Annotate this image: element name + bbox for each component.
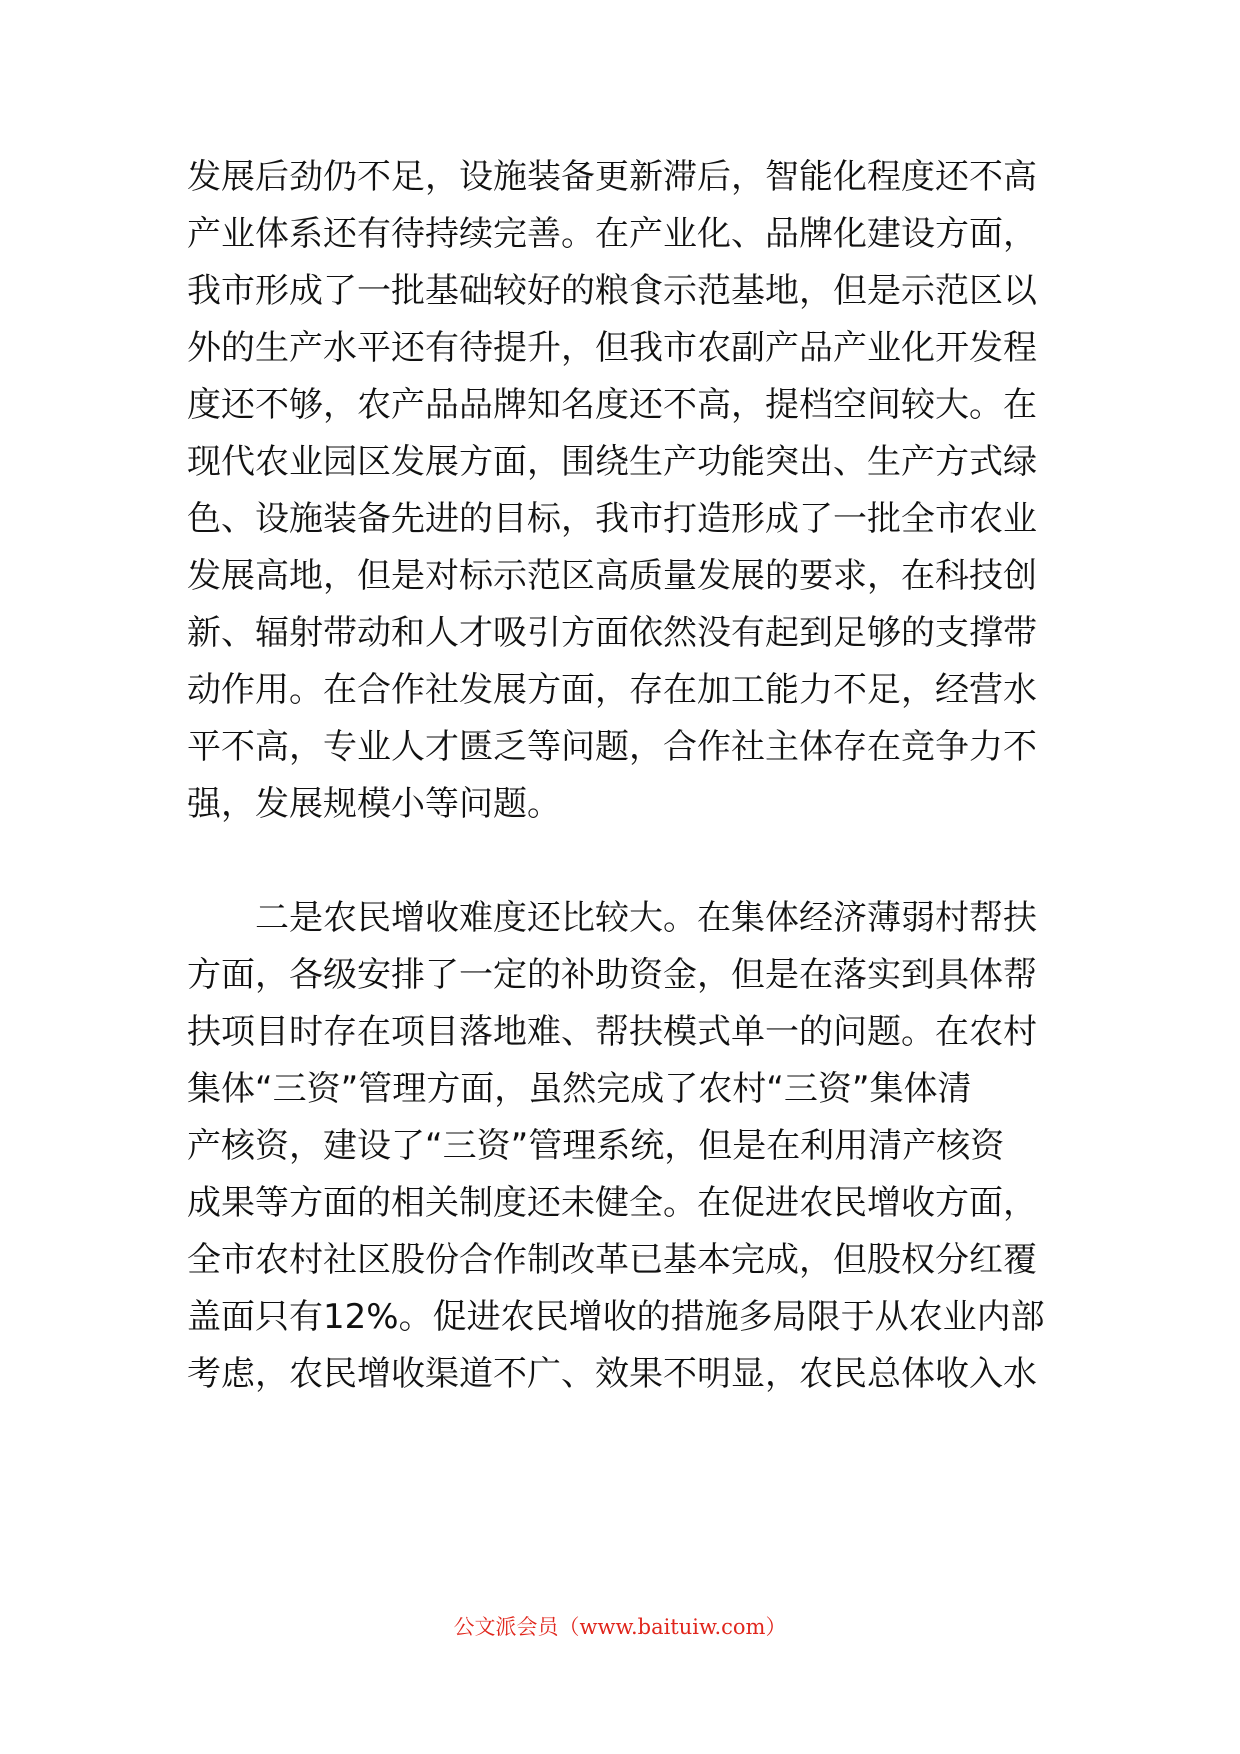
paragraph-line: 产业体系还有待持续完善。在产业化、品牌化建设方面，: [187, 214, 1037, 254]
paragraph-line: 扶项目时存在项目落地难、帮扶模式单一的问题。在农村: [187, 1012, 1037, 1052]
paragraph-line: 动作用。在合作社发展方面，存在加工能力不足，经营水: [187, 670, 1037, 710]
paragraph-line: 考虑，农民增收渠道不广、效果不明显，农民总体收入水: [187, 1354, 1037, 1394]
paragraph-line: 现代农业园区发展方面，围绕生产功能突出、生产方式绿: [187, 442, 1037, 482]
footer-watermark: 公文派会员（www.baituiw.com）: [453, 1615, 787, 1639]
paragraph-line: 全市农村社区股份合作制改革已基本完成，但股权分红覆: [187, 1240, 1037, 1280]
paragraph-line: 新、辐射带动和人才吸引方面依然没有起到足够的支撑带: [187, 613, 1037, 653]
paragraph-line: 色、设施装备先进的目标，我市打造形成了一批全市农业: [187, 499, 1037, 539]
paragraph-line: 外的生产水平还有待提升，但我市农副产品产业化开发程: [187, 328, 1037, 368]
paragraph-line: 我市形成了一批基础较好的粮食示范基地，但是示范区以: [187, 271, 1037, 311]
paragraph-line: 方面，各级安排了一定的补助资金，但是在落实到具体帮: [187, 955, 1037, 995]
paragraph-line: 平不高，专业人才匮乏等问题，合作社主体存在竞争力不: [187, 727, 1037, 767]
paragraph-line: 集体“三资”管理方面，虽然完成了农村“三资”集体清: [187, 1069, 972, 1109]
paragraph-line: 度还不够，农产品品牌知名度还不高，提档空间较大。在: [187, 385, 1037, 425]
paragraph-line: 强，发展规模小等问题。: [187, 784, 561, 824]
paragraph-line: 发展后劲仍不足，设施装备更新滞后，智能化程度还不高: [187, 157, 1037, 197]
paragraph-line: 产核资，建设了“三资”管理系统，但是在利用清产核资: [187, 1126, 1005, 1166]
paragraph-line: 盖面只有12%。促进农民增收的措施多局限于从农业内部: [187, 1297, 1045, 1337]
paragraph-line: 发展高地，但是对标示范区高质量发展的要求，在科技创: [187, 556, 1037, 596]
paragraph-first-line: 二是农民增收难度还比较大。在集体经济薄弱村帮扶: [255, 898, 1037, 938]
paragraph-line: 成果等方面的相关制度还未健全。在促进农民增收方面，: [187, 1183, 1037, 1223]
